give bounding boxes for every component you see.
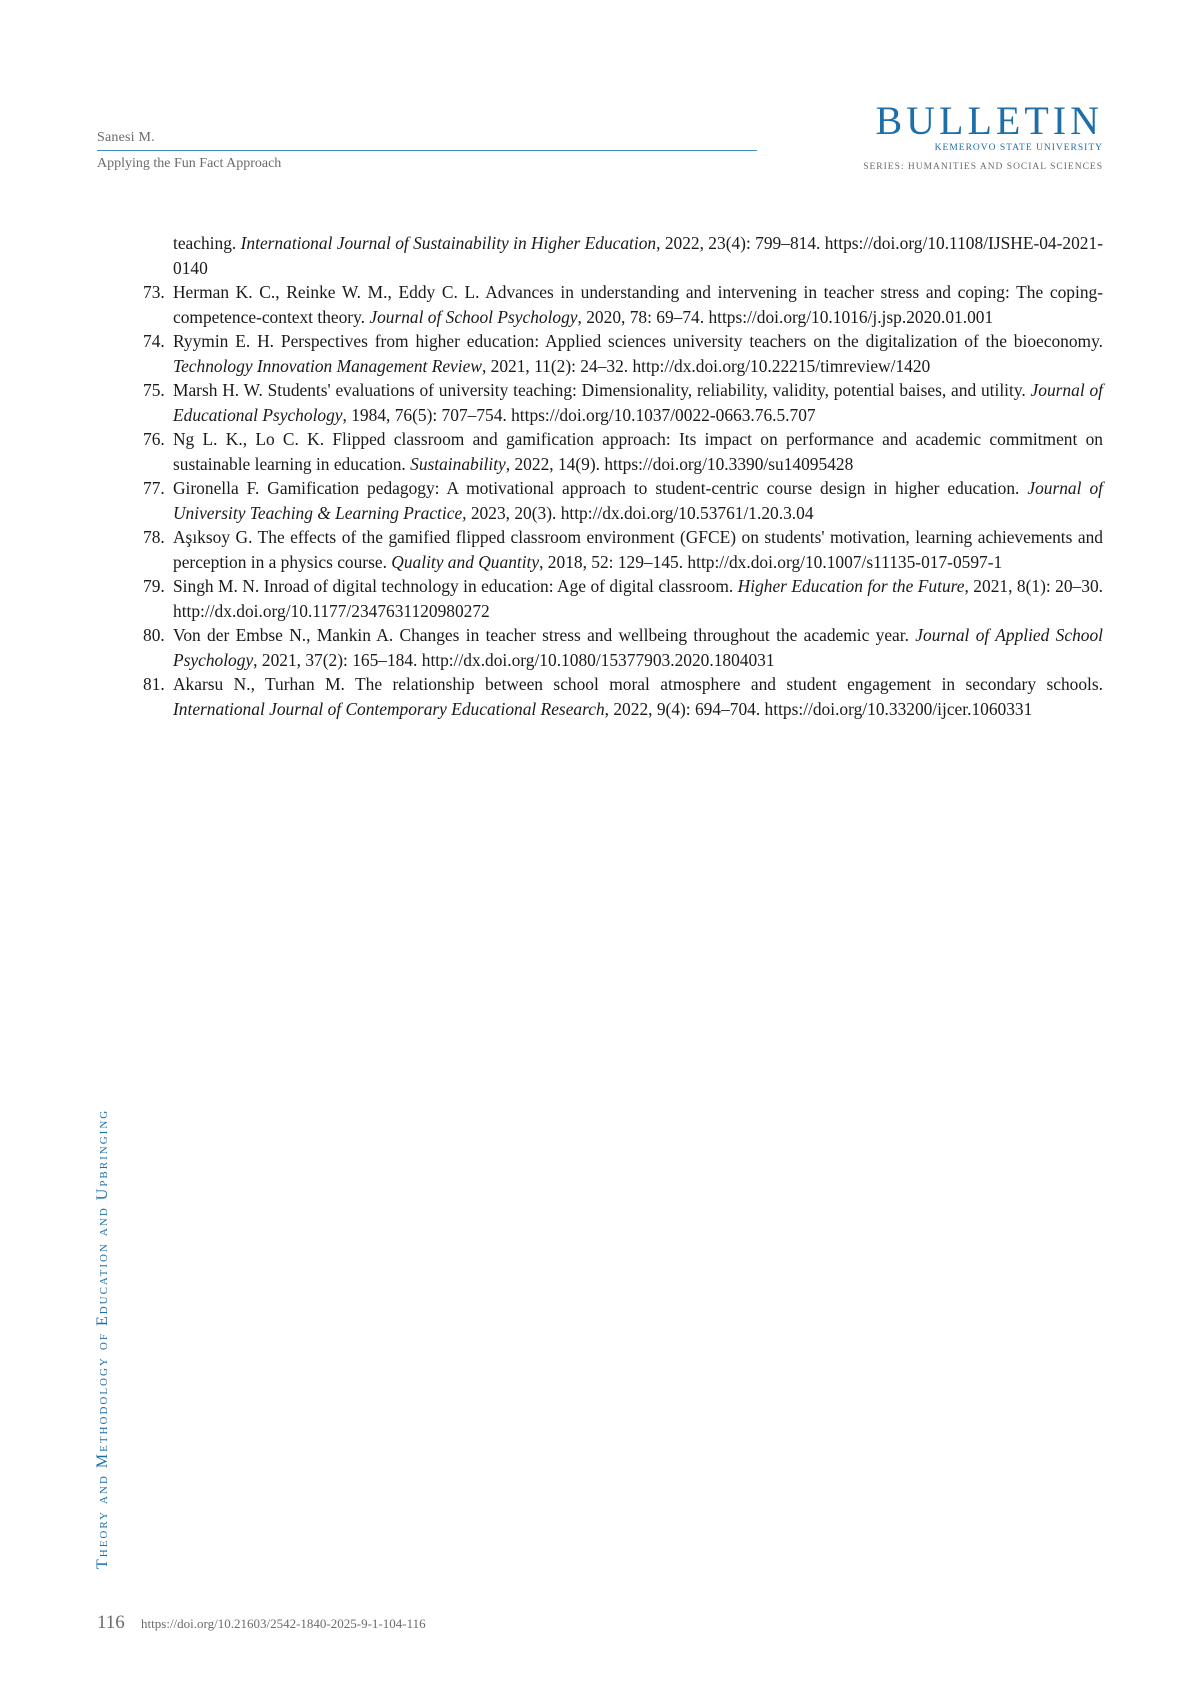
- reference-journal: Higher Education for the Future: [737, 576, 965, 596]
- reference-text: teaching.: [173, 233, 241, 253]
- reference-number: 80.: [143, 625, 165, 645]
- reference-text: Singh M. N. Inroad of digital technology in education: Age of digital classroom.: [173, 576, 738, 596]
- running-header-author: [97, 130, 757, 146]
- reference-journal: Technology Innovation Management Review: [173, 355, 482, 376]
- reference-details: , 2021, 11(2): 24–32. http://dx.doi.org/10.22215/timreview/1420: [481, 355, 931, 376]
- reference-details: , 2018, 52: 129–145. http://dx.doi.org/10.1007/s11135-017-0597-1: [539, 551, 1003, 572]
- page-footer: [97, 1612, 426, 1634]
- reference-number: 73.: [143, 282, 165, 302]
- reference-item: [97, 574, 1103, 623]
- page-number: 116: [97, 1612, 125, 1633]
- reference-number: 74.: [143, 331, 165, 351]
- reference-text: Herman K. C., Reinke W. M., Eddy C. L. Advances in understanding and intervening in teacher stress and coping: The coping-competence-context theory.: [173, 282, 1103, 327]
- reference-list: [97, 231, 1103, 721]
- reference-journal: International Journal of Sustainability in Higher Education: [240, 233, 657, 253]
- reference-text: Ng L. K., Lo C. K. Flipped classroom and gamification approach: Its impact on performance and academic commitment on sustainable learning in education.: [173, 429, 1103, 474]
- reference-journal: Sustainability: [410, 453, 506, 474]
- reference-item: [97, 525, 1103, 574]
- reference-journal: Journal of University Teaching & Learning Practice,: [173, 478, 1103, 523]
- reference-journal: International Journal of Contemporary Educational Research: [173, 698, 605, 719]
- reference-details: , 1984, 76(5): 707–754. https://doi.org/10.1037/0022-0663.76.5.707: [342, 404, 816, 425]
- brand-name: BULLETIN: [875, 98, 1103, 143]
- reference-journal: Journal of Educational Psychology: [173, 380, 1103, 425]
- reference-journal: Journal of School Psychology: [369, 306, 578, 327]
- reference-details: , 2022, 23(4): 799–814. https://doi.org/10.1108/IJSHE-04-2021-0140: [173, 233, 1103, 278]
- reference-item: [97, 378, 1103, 427]
- reference-item: [97, 280, 1103, 329]
- author-name: Sanesi M.: [97, 130, 155, 145]
- reference-text: Von der Embse N., Mankin A. Changes in teacher stress and wellbeing throughout the academic year.: [173, 625, 916, 645]
- reference-number: 75.: [143, 380, 165, 400]
- journal-brand: [863, 100, 1103, 172]
- reference-text: Marsh H. W. Students' evaluations of university teaching: Dimensionality, reliability, validity, potential baises, and utility.: [173, 380, 1031, 400]
- reference-number: 81.: [143, 674, 165, 694]
- reference-number: 77.: [143, 478, 165, 498]
- reference-journal: Journal of Applied School Psychology: [173, 625, 1104, 670]
- university-name: KEMEROVO STATE UNIVERSITY: [934, 143, 1103, 153]
- reference-item: [97, 329, 1103, 378]
- series-name: SERIES: HUMANITIES AND SOCIAL SCIENCES: [863, 162, 1103, 172]
- article-doi: https://doi.org/10.21603/2542-1840-2025-9-1-104-116: [141, 1616, 426, 1631]
- reference-details: , 2022, 14(9). https://doi.org/10.3390/su14095428: [505, 453, 854, 474]
- reference-text: Aşıksoy G. The effects of the gamified flipped classroom environment (GFCE) on students' motivation, learning achievements and perception in a physics course.: [173, 527, 1103, 572]
- reference-item: [97, 476, 1103, 525]
- reference-number: 78.: [143, 527, 165, 547]
- reference-details: , 2021, 8(1): 20–30. http://dx.doi.org/10.1177/2347631120980272: [173, 576, 1103, 621]
- reference-item: [97, 672, 1103, 721]
- reference-number: 76.: [143, 429, 165, 449]
- short-title: Applying the Fun Fact Approach: [97, 156, 282, 171]
- reference-journal: Quality and Quantity: [391, 551, 540, 572]
- header-divider: [97, 150, 757, 151]
- reference-item: [97, 427, 1103, 476]
- reference-details: , 2021, 37(2): 165–184. http://dx.doi.org/10.1080/15377903.2020.1804031: [253, 649, 775, 670]
- reference-details: 2023, 20(3). http://dx.doi.org/10.53761/1.20.3.04: [466, 502, 814, 523]
- reference-text: Gironella F. Gamification pedagogy: A motivational approach to student-centric course design in higher education.: [173, 478, 1028, 498]
- section-side-label: Theory and Methodology of Education and Upbringing: [94, 1108, 111, 1569]
- reference-item: [97, 231, 1103, 280]
- reference-text: Ryymin E. H. Perspectives from higher education: Applied sciences university teachers on the digitalization of the bioeconomy.: [173, 331, 1103, 351]
- reference-number: 79.: [143, 576, 165, 596]
- reference-details: , 2020, 78: 69–74. https://doi.org/10.1016/j.jsp.2020.01.001: [577, 306, 994, 327]
- reference-details: , 2022, 9(4): 694–704. https://doi.org/10.33200/ijcer.1060331: [604, 698, 1033, 719]
- reference-text: Akarsu N., Turhan M. The relationship between school moral atmosphere and student engagement in secondary schools.: [173, 674, 1103, 694]
- reference-item: [97, 623, 1103, 672]
